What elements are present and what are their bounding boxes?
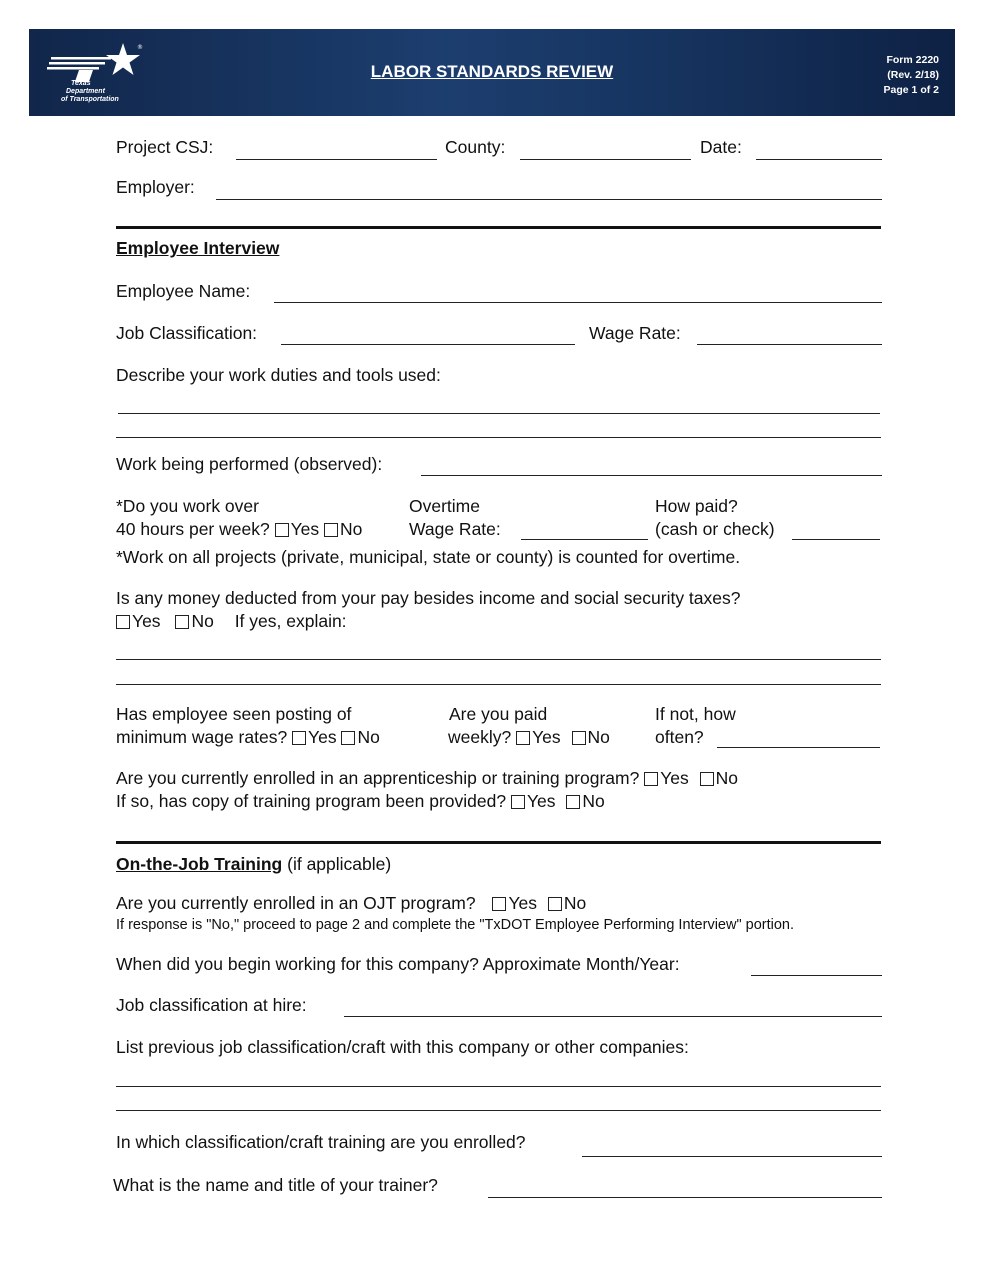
- copy-program-yes-checkbox[interactable]: [511, 795, 525, 809]
- county-field[interactable]: [520, 159, 691, 160]
- how-paid-label-line1: How paid?: [655, 496, 738, 516]
- employer-field[interactable]: [216, 199, 882, 200]
- weekly-label-line1: Are you paid: [449, 704, 548, 724]
- copy-program-no-label: No: [582, 791, 605, 811]
- apprentice-no-label: No: [715, 768, 739, 788]
- over40-no-label: No: [340, 519, 363, 539]
- deducted-yes-checkbox[interactable]: [116, 615, 130, 629]
- ojt-no-checkbox[interactable]: [548, 897, 562, 911]
- svg-text:®: ®: [137, 44, 143, 51]
- weekly-question: [448, 727, 610, 747]
- overtime-note: *Work on all projects (private, municipal, state or county) is counted for overtime.: [116, 547, 741, 567]
- copy-program-label: If so, has copy of training program been provided?: [116, 791, 507, 811]
- which-class-field[interactable]: [582, 1156, 882, 1157]
- trainer-field[interactable]: [488, 1197, 882, 1198]
- ojt-no-label: No: [563, 893, 587, 913]
- overtime-label-line1: Overtime: [409, 496, 480, 516]
- project-csj-label: Project CSJ:: [116, 137, 214, 157]
- over40-label-line2: 40 hours per week?: [116, 519, 270, 539]
- explain-line-1[interactable]: [116, 659, 881, 660]
- ojt-yes-checkbox[interactable]: [492, 897, 506, 911]
- posting-question: [116, 727, 380, 747]
- how-often-field[interactable]: [717, 747, 880, 748]
- logo-text-line2: Department: [66, 88, 105, 95]
- deducted-question: Is any money deducted from your pay besides income and social security taxes?: [116, 588, 741, 608]
- how-often-label-line1: If not, how: [655, 704, 736, 724]
- job-classification-label: Job Classification:: [116, 323, 258, 343]
- how-often-label-line2: often?: [655, 727, 704, 747]
- employee-name-field[interactable]: [274, 302, 882, 303]
- ojt-heading: On-the-Job Training: [116, 854, 283, 874]
- posting-no-checkbox[interactable]: [341, 731, 355, 745]
- ojt-enrolled-label: Are you currently enrolled in an OJT program?: [116, 893, 476, 913]
- class-at-hire-label: Job classification at hire:: [116, 995, 307, 1015]
- logo-text-line3: of Transportation: [61, 96, 119, 103]
- logo-text-line1: Texas: [71, 80, 91, 87]
- ojt-note: If response is "No," proceed to page 2 and complete the "TxDOT Employee Performing Interview" portion.: [116, 917, 794, 933]
- ojt-heading-note: (if applicable): [287, 854, 392, 874]
- how-paid-label-line2: (cash or check): [655, 519, 775, 539]
- copy-program-no-checkbox[interactable]: [566, 795, 580, 809]
- weekly-yes-label: Yes: [532, 727, 561, 747]
- apprentice-yes-label: Yes: [660, 768, 689, 788]
- over40-question: [116, 519, 362, 539]
- posting-label-line1: Has employee seen posting of: [116, 704, 352, 724]
- county-label: County:: [445, 137, 506, 157]
- apprentice-label: Are you currently enrolled in an apprenticeship or training program?: [116, 768, 640, 788]
- weekly-no-label: No: [587, 727, 610, 747]
- employee-interview-heading: Employee Interview: [116, 238, 280, 258]
- work-observed-field[interactable]: [421, 475, 882, 476]
- page-indicator: Page 1 of 2: [883, 84, 939, 96]
- duties-line-1[interactable]: [118, 413, 880, 414]
- posting-no-label: No: [357, 727, 380, 747]
- apprentice-no-checkbox[interactable]: [700, 772, 714, 786]
- deducted-no-checkbox[interactable]: [175, 615, 189, 629]
- over40-yes-label: Yes: [290, 519, 320, 539]
- apprentice-yes-checkbox[interactable]: [644, 772, 658, 786]
- work-observed-label: Work being performed (observed):: [116, 454, 383, 474]
- ojt-heading-row: [116, 854, 391, 874]
- weekly-yes-checkbox[interactable]: [516, 731, 530, 745]
- form-header-banner: [29, 29, 955, 116]
- over40-yes-checkbox[interactable]: [275, 523, 289, 537]
- begin-working-label: When did you begin working for this company? Approximate Month/Year:: [116, 954, 680, 974]
- duties-label: Describe your work duties and tools used:: [116, 365, 441, 385]
- previous-class-label: List previous job classification/craft with this company or other companies:: [116, 1037, 689, 1057]
- previous-class-line-2[interactable]: [116, 1110, 881, 1111]
- copy-program-yes-label: Yes: [526, 791, 556, 811]
- posting-label-line2: minimum wage rates?: [116, 727, 288, 747]
- trainer-label: What is the name and title of your trainer?: [113, 1175, 438, 1195]
- previous-class-line-1[interactable]: [116, 1086, 881, 1087]
- deducted-yes-label: Yes: [132, 611, 161, 631]
- how-paid-field[interactable]: [792, 539, 880, 540]
- class-at-hire-field[interactable]: [344, 1016, 882, 1017]
- ojt-yes-label: Yes: [508, 893, 538, 913]
- section-divider-ojt: [116, 841, 881, 844]
- weekly-no-checkbox[interactable]: [572, 731, 586, 745]
- project-csj-field[interactable]: [236, 159, 437, 160]
- which-class-label: In which classification/craft training are you enrolled?: [116, 1132, 526, 1152]
- form-number: Form 2220: [886, 54, 939, 66]
- if-yes-explain-label: If yes, explain:: [234, 611, 347, 631]
- deducted-no-label: No: [191, 611, 214, 631]
- over40-label-line1: *Do you work over: [116, 496, 259, 516]
- overtime-wage-rate-field[interactable]: [521, 539, 648, 540]
- over40-no-checkbox[interactable]: [324, 523, 338, 537]
- weekly-label-line2: weekly?: [448, 727, 512, 747]
- employer-label: Employer:: [116, 177, 195, 197]
- wage-rate-label: Wage Rate:: [589, 323, 681, 343]
- deducted-options: [116, 611, 347, 631]
- wage-rate-field[interactable]: [697, 344, 882, 345]
- section-divider: [116, 226, 881, 229]
- apprentice-question: [116, 768, 738, 788]
- copy-program-question: [116, 791, 605, 811]
- form-id-block: [884, 53, 939, 98]
- posting-yes-label: Yes: [308, 727, 337, 747]
- begin-working-field[interactable]: [751, 975, 882, 976]
- ojt-enrolled-question: [116, 893, 586, 913]
- form-revision: (Rev. 2/18): [887, 69, 939, 81]
- overtime-label-line2: Wage Rate:: [409, 519, 501, 539]
- date-field[interactable]: [756, 159, 882, 160]
- explain-line-2[interactable]: [116, 684, 881, 685]
- employee-name-label: Employee Name:: [116, 281, 251, 301]
- form-title: LABOR STANDARDS REVIEW: [370, 62, 614, 81]
- job-classification-field[interactable]: [281, 344, 575, 345]
- duties-line-2[interactable]: [116, 437, 881, 438]
- date-label: Date:: [700, 137, 742, 157]
- posting-yes-checkbox[interactable]: [292, 731, 306, 745]
